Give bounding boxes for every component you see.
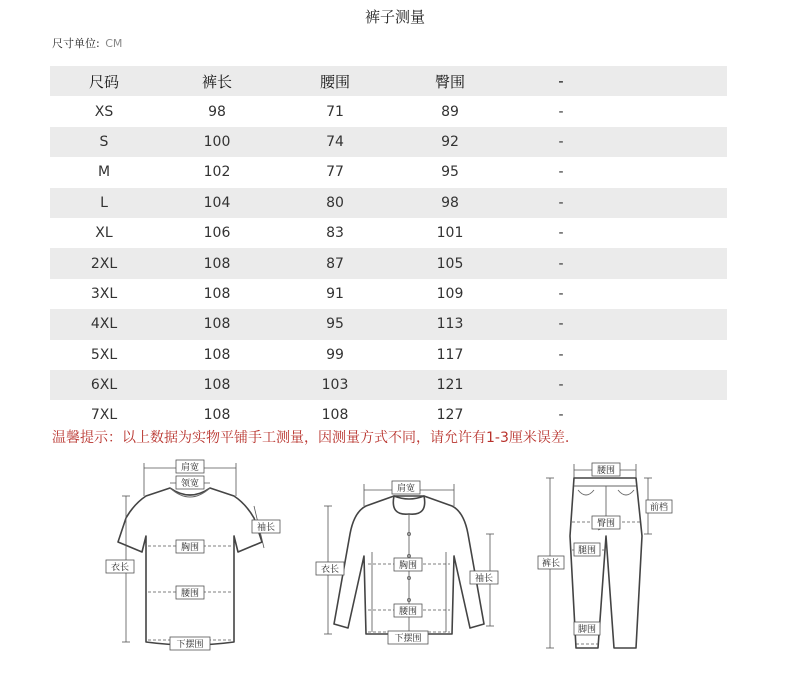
table-cell: S	[99, 133, 109, 150]
table-cell: 99	[326, 346, 344, 363]
tshirt-length-label: 衣长	[110, 563, 130, 573]
table-cell: 95	[326, 316, 344, 333]
table-cell: 127	[436, 407, 464, 424]
shirt-chest-label: 胸围	[398, 561, 418, 571]
table-row	[50, 279, 727, 309]
tshirt-sleeve-label: 袖长	[256, 523, 276, 533]
table-cell: 108	[203, 255, 231, 272]
pants-rise-label: 前档	[649, 503, 669, 513]
table-row	[50, 157, 727, 187]
tshirt-shoulder-label: 肩宽	[180, 463, 200, 473]
table-cell: -	[558, 377, 564, 394]
table-cell: 100	[203, 133, 231, 150]
table-cell: 92	[441, 133, 459, 150]
table-cell: 108	[203, 285, 231, 302]
tshirt-illustration	[104, 456, 284, 656]
table-cell: 7XL	[90, 407, 118, 424]
shirt-illustration	[314, 456, 504, 656]
table-row	[50, 218, 727, 248]
table-cell-spacer	[616, 400, 727, 430]
table-cell: 5XL	[90, 346, 118, 363]
unit-line	[52, 35, 122, 51]
table-cell: 89	[441, 103, 459, 120]
table-cell: -	[558, 194, 564, 211]
table-cell: 74	[326, 133, 344, 150]
size-table	[50, 66, 727, 431]
table-row	[50, 248, 727, 278]
table-cell: 98	[441, 194, 459, 211]
header-size: 尺码	[88, 72, 119, 91]
tshirt-chest-label: 胸围	[180, 543, 200, 553]
table-cell: 109	[436, 285, 464, 302]
page-title: 裤子测量	[364, 8, 425, 26]
tshirt-collar-label: 领宽	[180, 479, 200, 489]
table-cell: XL	[95, 225, 113, 242]
table-cell: -	[558, 316, 564, 333]
table-cell: 106	[203, 225, 231, 242]
pants-waist-label: 腰围	[596, 466, 616, 476]
pants-hip-label: 臀围	[596, 519, 616, 529]
table-cell: 95	[441, 164, 459, 181]
tshirt-diagram	[104, 456, 284, 656]
pants-thigh-label: 腿围	[577, 546, 597, 556]
table-cell: 113	[436, 316, 464, 333]
table-cell-spacer	[616, 157, 727, 187]
table-cell: -	[558, 255, 564, 272]
pants-diagram	[536, 456, 676, 656]
table-cell-spacer	[616, 248, 727, 278]
table-row	[50, 370, 727, 400]
table-cell: 91	[326, 285, 344, 302]
table-cell-spacer	[616, 188, 727, 218]
table-cell: 101	[436, 225, 464, 242]
table-cell: -	[558, 407, 564, 424]
table-row	[50, 127, 727, 157]
table-cell: 98	[208, 103, 226, 120]
table-cell: -	[558, 225, 564, 242]
table-cell-spacer	[616, 370, 727, 400]
table-cell: 77	[326, 164, 344, 181]
tip-text: 温馨提示：以上数据为实物平铺手工测量，因测量方式不同，请允许有1-3厘米误差.	[52, 430, 570, 446]
table-cell: 103	[321, 377, 349, 394]
table-cell: -	[558, 285, 564, 302]
table-cell-spacer	[616, 309, 727, 339]
table-cell: XS	[94, 103, 114, 120]
table-cell: 117	[436, 346, 464, 363]
table-cell: 108	[203, 407, 231, 424]
table-cell: -	[558, 133, 564, 150]
tshirt-waist-label: 腰围	[180, 589, 200, 599]
table-cell: 6XL	[90, 377, 118, 394]
table-cell-spacer	[616, 127, 727, 157]
pants-illustration	[536, 456, 676, 656]
table-cell-spacer	[616, 218, 727, 248]
table-cell: 108	[321, 407, 349, 424]
header-extra: -	[558, 72, 564, 91]
table-cell: 3XL	[90, 285, 118, 302]
table-row	[50, 340, 727, 370]
table-cell: 87	[326, 255, 344, 272]
table-row	[50, 188, 727, 218]
table-cell: 71	[326, 103, 344, 120]
pants-leg-opening-label: 脚围	[577, 625, 597, 635]
header-spacer	[616, 66, 727, 96]
shirt-shoulder-label: 肩宽	[396, 484, 416, 494]
table-cell: 108	[203, 377, 231, 394]
header-waist: 腰围	[319, 72, 350, 91]
table-cell: L	[100, 194, 108, 211]
shirt-diagram	[314, 456, 504, 656]
table-cell-spacer	[616, 96, 727, 126]
table-header-row	[50, 66, 727, 96]
table-cell: M	[97, 164, 111, 181]
shirt-waist-label: 腰围	[398, 607, 418, 617]
header-pants-length: 裤长	[201, 72, 232, 91]
pants-length-label: 裤长	[541, 559, 561, 569]
tshirt-hem-label: 下摆围	[176, 640, 204, 650]
table-cell: 80	[326, 194, 344, 211]
table-cell: 83	[326, 225, 344, 242]
table-cell: 102	[203, 164, 231, 181]
header-hip: 臀围	[434, 72, 465, 91]
table-cell-spacer	[616, 340, 727, 370]
unit-label: 尺寸单位:	[52, 37, 100, 50]
table-cell: 105	[436, 255, 464, 272]
shirt-sleeve-label: 袖长	[474, 574, 494, 584]
table-row	[50, 309, 727, 339]
shirt-hem-label: 下摆围	[394, 634, 422, 644]
table-cell: 104	[203, 194, 231, 211]
table-cell: -	[558, 346, 564, 363]
table-row	[50, 96, 727, 126]
table-cell: 108	[203, 316, 231, 333]
table-cell-spacer	[616, 279, 727, 309]
table-cell: 108	[203, 346, 231, 363]
table-body	[50, 96, 727, 430]
table-cell: 4XL	[90, 316, 118, 333]
shirt-length-label: 衣长	[320, 565, 340, 575]
table-cell: 121	[436, 377, 464, 394]
table-cell: -	[558, 103, 564, 120]
table-cell: -	[558, 164, 564, 181]
unit-value: CM	[105, 37, 123, 50]
table-cell: 2XL	[90, 255, 118, 272]
